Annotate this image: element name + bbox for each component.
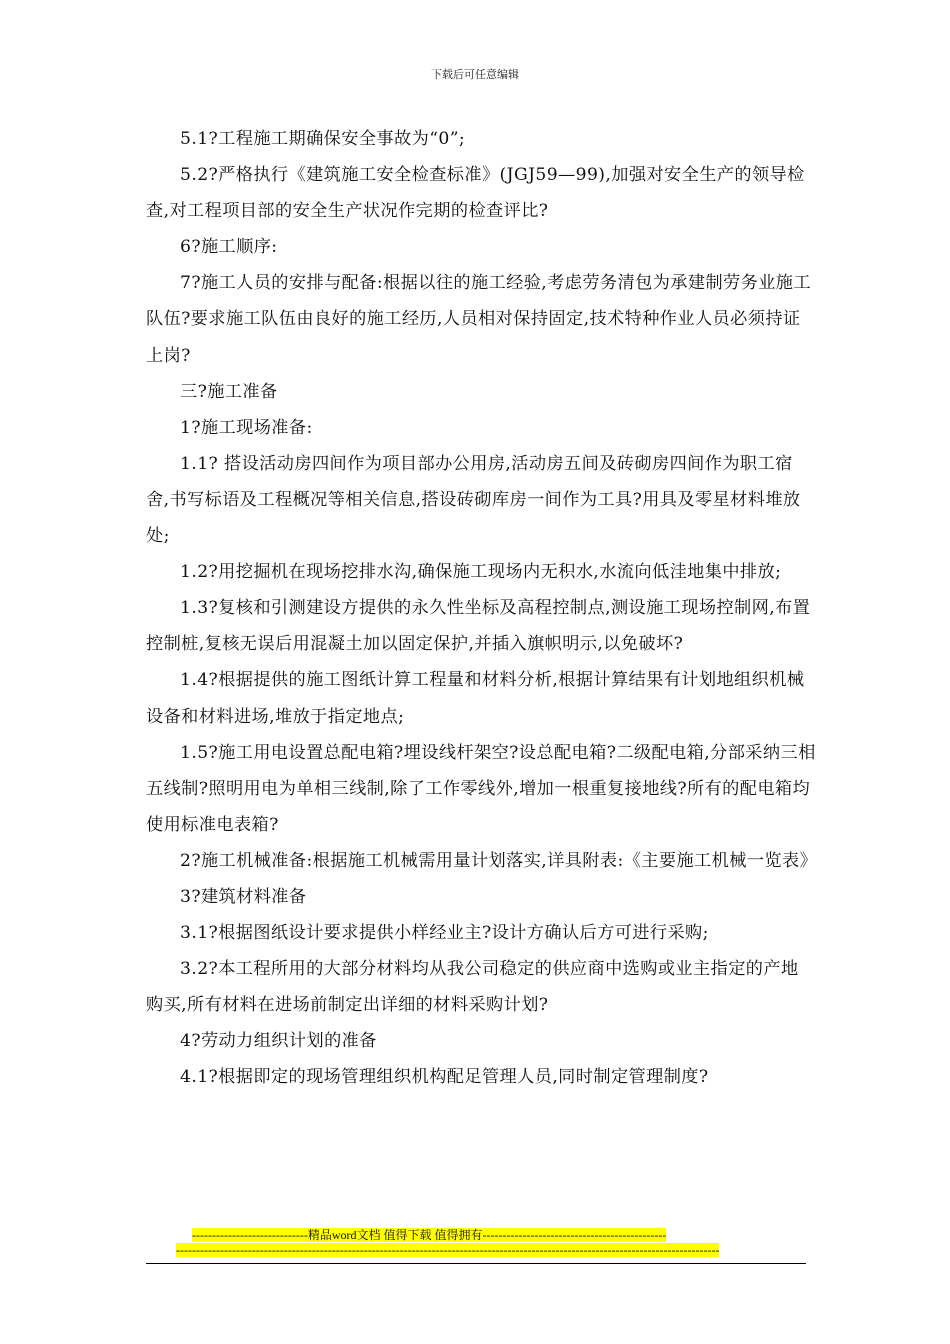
footer-dashes bbox=[146, 1243, 806, 1258]
paragraph: 1.5?施工用电设置总配电箱?埋设线杆架空?设总配电箱?二级配电箱,分部采纳三相五线制?照明用电为单相三线制,除了工作零线外,增加一根重复接地线?所有的配电箱均使用标准电表箱? bbox=[146, 742, 816, 835]
page-header: 下载后可任意编辑 bbox=[431, 68, 519, 81]
paragraph: 1?施工现场准备: bbox=[180, 417, 313, 438]
footer-dashes-text: ---------------------------------------------------------------------------------------------------------------------------------------- bbox=[176, 1243, 720, 1257]
document-body bbox=[146, 121, 816, 1096]
paragraph: 3.2?本工程所用的大部分材料均从我公司稳定的供应商中选购或业主指定的产地购买,所有材料在进场前制定出详细的材料采购计划? bbox=[146, 959, 799, 1016]
paragraph: 3?建筑材料准备 bbox=[180, 886, 307, 907]
paragraph: 7?施工人员的安排与配备:根据以往的施工经验,考虑劳务清包为承建制劳务业施工队伍?要求施工队伍由良好的施工经历,人员相对保持固定,技术特种作业人员必须持证上岗? bbox=[146, 273, 811, 366]
paragraph: 3.1?根据图纸设计要求提供小样经业主?设计方确认后方可进行采购; bbox=[180, 923, 709, 944]
section-heading: 三?施工准备 bbox=[180, 381, 278, 402]
paragraph: 4.1?根据即定的现场管理组织机构配足管理人员,同时制定管理制度? bbox=[180, 1067, 709, 1088]
footer-rule bbox=[146, 1263, 806, 1264]
paragraph: 1.1? 搭设活动房四间作为项目部办公用房,活动房五间及砖砌房四间作为职工宿舍,书写标语及工程概况等相关信息,搭设砖砌库房一间作为工具?用具及零星材料堆放处; bbox=[146, 453, 801, 547]
footer-banner-text: -----------------------------精品word文档 值得下载 值得拥有---------------------------------------------- bbox=[192, 1228, 667, 1242]
paragraph: 2?施工机械准备:根据施工机械需用量计划落实,详具附表:《主要施工机械一览表》 bbox=[180, 850, 818, 871]
footer-banner bbox=[146, 1228, 806, 1243]
paragraph: 5.1?工程施工期确保安全事故为“0”; bbox=[180, 129, 466, 149]
paragraph: 5.2?严格执行《建筑施工安全检查标准》(JGJ59—99),加强对安全生产的领导检查,对工程项目部的安全生产状况作完期的检查评比? bbox=[146, 165, 805, 222]
page-footer bbox=[146, 1228, 806, 1264]
paragraph: 6?施工顺序: bbox=[180, 237, 278, 258]
paragraph: 1.4?根据提供的施工图纸计算工程量和材料分析,根据计算结果有计划地组织机械设备和材料进场,堆放于指定地点; bbox=[146, 670, 805, 727]
paragraph: 1.2?用挖掘机在现场挖排水沟,确保施工现场内无积水,水流向低洼地集中排放; bbox=[180, 562, 782, 583]
paragraph: 1.3?复核和引测建设方提供的永久性坐标及高程控制点,测设施工现场控制网,布置控制桩,复核无误后用混凝土加以固定保护,并插入旗帜明示,以免破坏? bbox=[146, 598, 811, 655]
paragraph: 4?劳动力组织计划的准备 bbox=[180, 1031, 377, 1052]
